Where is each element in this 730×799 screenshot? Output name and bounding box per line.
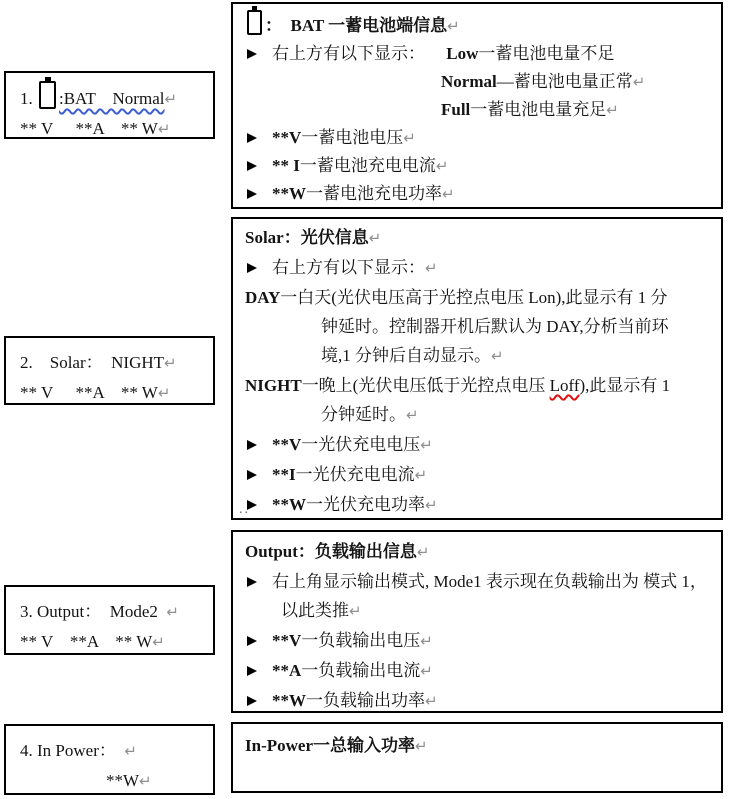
return-mark-icon: ↵: [164, 90, 178, 108]
lcd-solar-status-text: 2. Solar： NIGHT: [20, 353, 165, 372]
text-line: [6, 597, 213, 627]
label: 分钟延时。: [321, 405, 406, 424]
value-keyword: **V: [272, 435, 302, 454]
value-keyword: ** I: [272, 156, 300, 175]
text-line: [6, 766, 213, 795]
return-mark-icon: ↵: [442, 185, 455, 203]
text-line: [233, 490, 721, 520]
return-mark-icon: ↵: [406, 406, 419, 424]
label: 右上方有以下显示：: [272, 44, 447, 63]
value-keyword: **A: [272, 661, 302, 680]
value-keyword: **V: [272, 631, 302, 650]
panel-title: In-Power一总输入功率: [245, 736, 415, 755]
label: 一负载输出电流: [301, 661, 421, 680]
return-mark-icon: ↵: [416, 543, 430, 561]
return-mark-icon: ↵: [425, 259, 438, 277]
text-line: [233, 96, 721, 124]
text-line: [233, 686, 721, 713]
panel-title: Output：负载输出信息: [245, 542, 417, 561]
label: 右上方有以下显示：: [272, 258, 425, 277]
lcd-inpower-text: 4. In Power：: [20, 741, 125, 760]
return-mark-icon: ↵: [632, 73, 646, 91]
label: 一蓄电池充电电流: [299, 156, 436, 175]
status-keyword: Normal: [441, 72, 497, 91]
label: ),此显示有 1: [579, 376, 671, 395]
output-info-panel: [231, 530, 723, 713]
label: 右上角显示输出模式, Mode1 表示现在负载输出为 模式 1，: [272, 572, 707, 591]
label: —蓄电池电量正常: [496, 72, 633, 91]
panel-title-line: [233, 10, 721, 40]
lcd-watts-text: **W: [106, 771, 140, 790]
label: 一蓄电池电压: [301, 128, 404, 147]
value-keyword: **W: [272, 184, 306, 203]
label: 一光伏充电电压: [301, 435, 421, 454]
value-keyword: **V: [272, 128, 302, 147]
bullet-arrow-icon: [247, 133, 257, 143]
text-line: [6, 378, 213, 405]
status-keyword: Full: [441, 100, 471, 119]
return-mark-icon: ↵: [152, 633, 165, 651]
return-mark-icon: ↵: [124, 742, 137, 760]
lcd-values-text: **A ** W: [71, 119, 158, 138]
label: 一负载输出功率: [306, 691, 425, 710]
lcd-example-solar-box: [4, 336, 215, 405]
text-line: [233, 152, 721, 180]
lcd-values-text: **: [20, 383, 41, 402]
return-mark-icon: ↵: [420, 662, 433, 680]
status-keyword: Low: [446, 44, 479, 63]
text-line: [6, 114, 213, 139]
return-mark-icon: ↵: [166, 603, 179, 621]
value-keyword: **W: [272, 495, 306, 514]
battery-icon: [247, 10, 262, 35]
text-line: [233, 460, 721, 490]
text-line: [233, 124, 721, 152]
return-mark-icon: ↵: [491, 347, 504, 365]
status-keyword: DAY: [245, 288, 281, 307]
return-mark-icon: ↵: [139, 772, 152, 790]
lcd-example-battery-box: [4, 71, 215, 139]
text-line: [233, 567, 721, 596]
bullet-arrow-icon: [247, 189, 257, 199]
lcd-example-inpower-box: [4, 724, 215, 795]
text-line: [6, 81, 213, 114]
label: 一蓄电池充电功率: [306, 184, 442, 203]
return-mark-icon: ↵: [435, 157, 449, 175]
label: 一蓄电池电量不足: [478, 44, 615, 63]
label: 钟延时。控制器开机后默认为 DAY,分析当前环: [321, 317, 669, 336]
bullet-arrow-icon: [247, 696, 257, 706]
label: 以此类推: [281, 601, 349, 620]
return-mark-icon: ↵: [425, 692, 438, 710]
panel-title-line: [233, 223, 721, 253]
lcd-output-mode-text: 3. Output： Mode2: [20, 602, 167, 621]
return-mark-icon: ↵: [157, 384, 171, 402]
text-line: [233, 253, 721, 283]
bullet-arrow-icon: [247, 470, 257, 480]
label: 一蓄电池电量充足: [470, 100, 607, 119]
text-line: [233, 371, 721, 400]
return-mark-icon: ↵: [157, 120, 171, 138]
panel-title-line: [233, 537, 721, 567]
return-mark-icon: ↵: [414, 466, 428, 484]
battery-icon: [39, 81, 56, 109]
return-mark-icon: ↵: [606, 101, 619, 119]
text-line: [233, 626, 721, 656]
bullet-arrow-icon: [247, 666, 257, 676]
text-line: [6, 348, 213, 378]
bullet-arrow-icon: [247, 161, 257, 171]
label: 一光伏充电电流: [295, 465, 415, 484]
bullet-arrow-icon: [247, 440, 257, 450]
return-mark-icon: ↵: [349, 602, 362, 620]
label: 一负载输出电压: [301, 631, 421, 650]
label: 境,1 分钟后自动显示。: [321, 346, 491, 365]
bullet-arrow-icon: [247, 577, 257, 587]
text-line: [233, 180, 721, 208]
text-line: [233, 341, 721, 371]
status-keyword: NIGHT: [245, 376, 302, 395]
label: 一光伏充电功率: [306, 495, 425, 514]
lcd-values-text: **A ** W: [71, 383, 158, 402]
return-mark-icon: ↵: [447, 17, 460, 35]
panel-title: Solar：光伏信息: [245, 228, 369, 247]
lcd-voltage-letter: V: [41, 383, 71, 405]
value-keyword: **I: [272, 465, 296, 484]
bullet-arrow-icon: [247, 636, 257, 646]
return-mark-icon: ↵: [425, 496, 438, 514]
lcd-values-text: ** V **A ** W: [20, 632, 153, 651]
text-line: [6, 736, 213, 766]
text-line: [233, 68, 721, 96]
panel-title: ： BAT 一蓄电池端信息: [265, 16, 448, 35]
battery-info-panel: [231, 2, 723, 209]
text-line: [233, 400, 721, 430]
value-keyword: **W: [272, 691, 306, 710]
return-mark-icon: ↵: [403, 129, 416, 147]
text-line: [233, 656, 721, 686]
solar-info-panel: [231, 217, 723, 520]
lcd-bat-status-text: :BAT Normal: [59, 89, 165, 108]
text-line: [233, 430, 721, 460]
label: 一白天(光伏电压高于光控点电压 Lon),此显示有 1 分: [280, 288, 668, 307]
lcd-voltage-letter: V: [41, 119, 71, 139]
label: 一晚上(光伏电压低于光控点电压: [301, 376, 550, 395]
item-number: 1.: [20, 89, 37, 108]
return-mark-icon: ↵: [164, 354, 177, 372]
bullet-arrow-icon: [247, 263, 257, 273]
text-line: [6, 627, 213, 655]
bullet-arrow-icon: [247, 49, 257, 59]
text-line: [233, 312, 721, 341]
text-line: [233, 40, 721, 68]
lcd-example-output-box: [4, 585, 215, 655]
return-mark-icon: ↵: [368, 229, 382, 247]
return-mark-icon: ↵: [414, 737, 428, 755]
lcd-values-text: **: [20, 119, 41, 138]
inpower-info-panel: [231, 722, 723, 793]
spellcheck-word: Loff: [549, 376, 580, 395]
text-line: [233, 596, 721, 626]
return-mark-icon: ↵: [420, 632, 433, 650]
return-mark-icon: ↵: [420, 436, 433, 454]
panel-title-line: [233, 732, 721, 760]
scan-artifact-dots: ..: [239, 502, 250, 517]
text-line: [233, 283, 721, 312]
